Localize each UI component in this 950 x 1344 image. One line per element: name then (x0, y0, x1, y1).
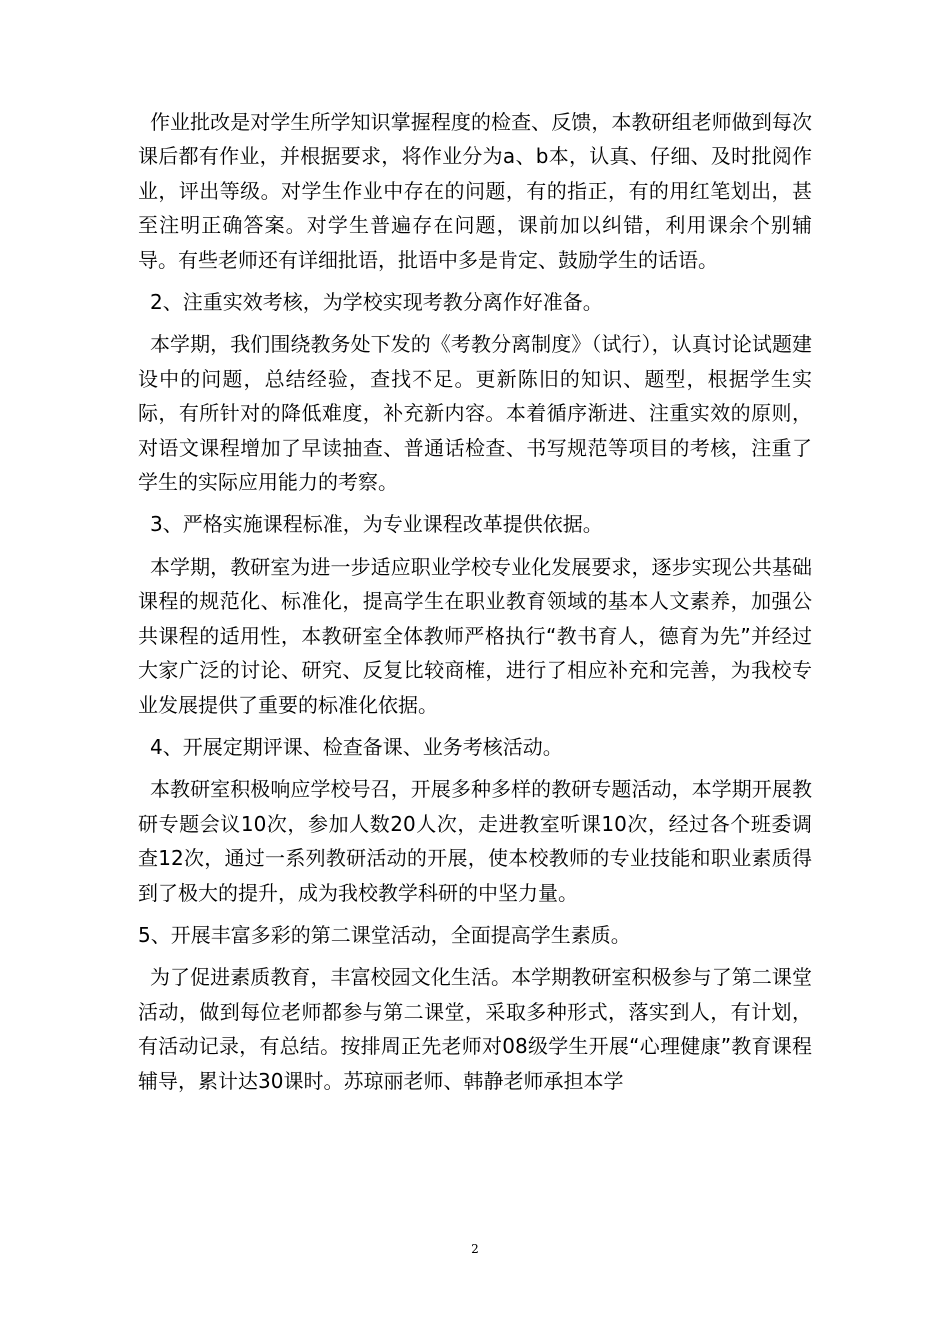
document-body (138, 105, 812, 1106)
paragraph-second-classroom: 为了促进素质教育，丰富校园文化生活。本学期教研室积极参与了第二课堂活动，做到每位老师都参与第二课堂，采取多种形式，落实到人，有计划，有活动记录，有总结。按排周正先老师对08级学生开展“心理健康”教育课程辅导，累计达30课时。苏琼丽老师、韩静老师承担本学 (138, 965, 812, 1093)
paragraph-curriculum-standards: 本学期，教研室为进一步适应职业学校专业化发展要求，逐步实现公共基础课程的规范化、标准化，提高学生在职业教育领域的基本人文素养，加强公共课程的适用性，本教研室全体教师严格执行“教书育人，德育为先”并经过大家广泛的讨论、研究、反复比较商榷，进行了相应补充和完善，为我校专业发展提供了重要的标准化依据。 (138, 554, 812, 717)
heading-evaluation-activities: 4、开展定期评课、检查备课、业务考核活动。 (150, 734, 563, 759)
paragraph-homework-grading: 作业批改是对学生所学知识掌握程度的检查、反馈，本教研组老师做到每次课后都有作业，并根据要求，将作业分为a、b本，认真、仔细、及时批阅作业，评出等级。对学生作业中存在的问题，有的指正，有的用红笔划出，甚至注明正确答案。对学生普遍存在问题，课前加以纠错，利用课余个别辅导。有些老师还有详细批语，批语中多是肯定、鼓励学生的话语。 (138, 110, 812, 272)
paragraph-evaluation-activities: 本教研室积极响应学校号召，开展多种多样的教研专题活动，本学期开展教研专题会议10次，参加人数20人次，走进教室听课10次，经过各个班委调查12次，通过一系列教研活动的开展，使本校教师的专业技能和职业素质得到了极大的提升，成为我校教学科研的中坚力量。 (138, 777, 812, 905)
heading-exam-reform: 2、注重实效考核，为学校实现考教分离作好准备。 (150, 290, 603, 315)
heading-curriculum-standards: 3、严格实施课程标准，为专业课程改革提供依据。 (150, 512, 603, 537)
heading-second-classroom: 5、开展丰富多彩的第二课堂活动，全面提高学生素质。 (138, 922, 631, 947)
page-number: 2 (471, 1242, 479, 1256)
paragraph-exam-reform: 本学期，我们围绕教务处下发的《考教分离制度》（试行），认真讨论试题建设中的问题，总结经验，查找不足。更新陈旧的知识、题型，根据学生实际，有所针对的降低难度，补充新内容。本着循序渐进、注重实效的原则，对语文课程增加了早读抽查、普通话检查、书写规范等项目的考核，注重了学生的实际应用能力的考察。 (138, 332, 812, 495)
